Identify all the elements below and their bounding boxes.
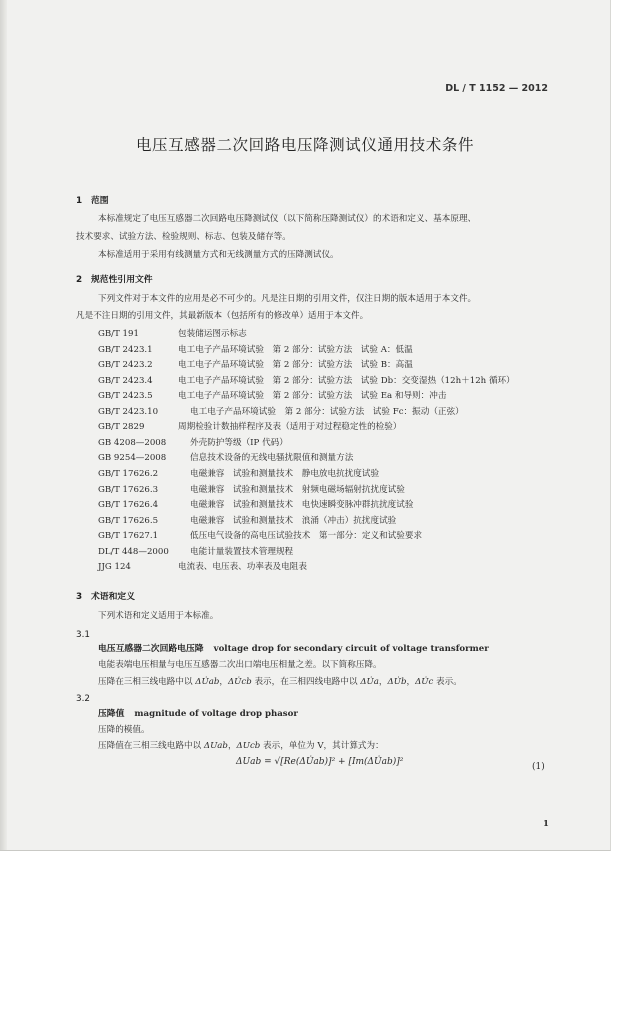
reference-item: [98, 328, 247, 340]
term-name-cn: 压降值: [98, 709, 125, 719]
paragraph-line: 本标准规定了电压互感器二次回路电压降测试仪（以下简称压降测试仪）的术语和定义、基本原理、: [98, 214, 477, 224]
symbol-delta-u-c: ΔU̇c: [415, 677, 434, 687]
symbol-delta-u-ab: ΔUab: [203, 741, 228, 751]
text-run: 表示。: [433, 677, 462, 687]
standard-number: DL / T 1152 — 2012: [445, 83, 548, 94]
term-number: 3.1: [76, 630, 90, 640]
page-number: 1: [543, 819, 549, 829]
blank-scan-area: [0, 851, 622, 1024]
reference-title: 电工电子产品环境试验 第 2 部分：试验方法 试验 Fc：振动（正弦）: [190, 406, 464, 417]
reference-item: [98, 546, 293, 558]
text-run: 压降在三相三线电路中以: [98, 677, 196, 687]
reference-title: 信息技术设备的无线电骚扰限值和测量方法: [190, 453, 354, 464]
section-number: 3: [76, 592, 83, 602]
term-heading: [98, 643, 489, 655]
paragraph-line: 凡是不注日期的引用文件，其最新版本（包括所有的修改单）适用于本文件。: [76, 311, 369, 321]
symbol-delta-u-cb: ΔUcb: [236, 741, 261, 751]
section-number: 2: [76, 275, 83, 285]
reference-code: GB 4208—2008: [98, 437, 167, 448]
reference-code: GB/T 2423.5: [98, 391, 153, 402]
reference-item: [98, 344, 413, 356]
symbol-delta-u-cb: ΔU̇cb: [227, 677, 252, 687]
text-run: 压降值在三相三线电路中以: [98, 741, 204, 751]
term-heading: [98, 708, 298, 720]
term-definition: 电能表端电压相量与电压互感器二次出口端电压相量之差。以下简称压降。: [98, 660, 382, 670]
term-name-en: magnitude of voltage drop phasor: [134, 709, 298, 719]
reference-code: GB/T 17626.2: [98, 469, 159, 479]
reference-item: [98, 484, 405, 496]
formula-1: ΔUab = √[Re(ΔU̇ab)]² + [Im(ΔU̇ab)]²: [236, 757, 404, 767]
reference-item: [98, 421, 401, 433]
reference-item: [98, 437, 288, 449]
text-run: 表示，在三相四线电路中以: [251, 677, 361, 687]
term-expression: [98, 676, 462, 688]
section-3-heading: [76, 591, 135, 603]
reference-title: 电能计量装置技术管理规程: [190, 546, 294, 557]
text-run: ，: [378, 677, 388, 687]
reference-code: GB/T 2423.1: [98, 344, 153, 355]
reference-title: 包装储运图示标志: [178, 329, 247, 339]
symbol-delta-u-b: ΔU̇b: [387, 677, 407, 687]
term-number: 3.2: [76, 694, 90, 704]
equation-number: (1): [532, 762, 545, 772]
term-name-en: voltage drop for secondary circuit of voltage transformer: [213, 644, 489, 654]
reference-item: [98, 499, 413, 511]
section-number: 1: [76, 196, 83, 206]
reference-title: 电流表、电压表、功率表及电阻表: [178, 562, 307, 573]
reference-item: [98, 452, 353, 464]
reference-code: GB/T 2423.4: [98, 375, 153, 386]
reference-title: 电磁兼容 试验和测量技术 浪涌（冲击）抗扰度试验: [190, 515, 397, 526]
reference-title: 电磁兼容 试验和测量技术 静电放电抗扰度试验: [190, 469, 380, 479]
paragraph-line: 下列文件对于本文件的应用是必不可少的。凡是注日期的引用文件，仅注日期的版本适用于本文件。: [98, 294, 477, 304]
document-title: 电压互感器二次回路电压降测试仪通用技术条件: [135, 136, 475, 154]
reference-title: 电工电子产品环境试验 第 2 部分：试验方法 试验 Db：交变湿热（12h＋12h 循环）: [178, 375, 515, 386]
text-run: ，: [227, 741, 237, 751]
paragraph-line: 本标准适用于采用有线测量方式和无线测量方式的压降测试仪。: [98, 250, 339, 260]
reference-code: GB/T 191: [98, 329, 139, 339]
term-definition: 压降的模值。: [98, 725, 150, 735]
reference-item: [98, 406, 464, 418]
reference-title: 外壳防护等级（IP 代码）: [190, 437, 288, 448]
page-edge-shadow: [0, 0, 7, 850]
reference-code: DL/T 448—2000: [98, 546, 169, 557]
reference-title: 周期检验计数抽样程序及表（适用于对过程稳定性的检验）: [178, 422, 402, 433]
reference-code: GB 9254—2008: [98, 453, 167, 464]
symbol-delta-u-ab: ΔU̇ab: [195, 677, 220, 687]
section-title: 范围: [91, 196, 109, 206]
reference-item: [98, 359, 413, 371]
section-title: 规范性引用文件: [91, 275, 153, 285]
section-1-heading: [76, 195, 109, 207]
reference-title: 电工电子产品环境试验 第 2 部分：试验方法 试验 B：高温: [178, 360, 413, 371]
reference-code: JJG 124: [98, 562, 131, 573]
section-2-heading: [76, 274, 153, 286]
reference-code: GB/T 17627.1: [98, 531, 159, 542]
section-title: 术语和定义: [91, 592, 135, 602]
reference-code: GB/T 17626.4: [98, 500, 159, 511]
reference-code: GB/T 17626.3: [98, 484, 159, 495]
reference-title: 电磁兼容 试验和测量技术 射频电磁场辐射抗扰度试验: [190, 484, 405, 495]
term-name-cn: 电压互感器二次回路电压降: [98, 644, 204, 654]
reference-item: [98, 468, 379, 480]
reference-code: GB/T 2423.10: [98, 406, 159, 417]
reference-item: [98, 530, 422, 542]
text-run: 表示，单位为 V，其计算式为：: [260, 741, 384, 751]
reference-title: 电磁兼容 试验和测量技术 电快速瞬变脉冲群抗扰度试验: [190, 500, 414, 511]
paragraph-line: 下列术语和定义适用于本标准。: [98, 611, 219, 621]
reference-item: [98, 375, 515, 387]
reference-title: 电工电子产品环境试验 第 2 部分：试验方法 试验 A：低温: [178, 344, 413, 355]
reference-code: GB/T 2829: [98, 422, 145, 433]
symbol-delta-u-a: ΔU̇a: [360, 677, 379, 687]
text-run: ，: [219, 677, 228, 687]
paragraph-line: 技术要求、试验方法、检验规则、标志、包装及储存等。: [76, 232, 291, 242]
text-run: ，: [406, 677, 416, 687]
term-expression: [98, 740, 384, 752]
reference-item: [98, 515, 396, 527]
reference-title: 低压电气设备的高电压试验技术 第一部分：定义和试验要求: [190, 531, 423, 542]
reference-code: GB/T 2423.2: [98, 360, 153, 371]
reference-title: 电工电子产品环境试验 第 2 部分：试验方法 试验 Ea 和导则：冲击: [178, 391, 447, 402]
reference-item: [98, 561, 307, 573]
reference-item: [98, 390, 446, 402]
reference-code: GB/T 17626.5: [98, 515, 159, 526]
